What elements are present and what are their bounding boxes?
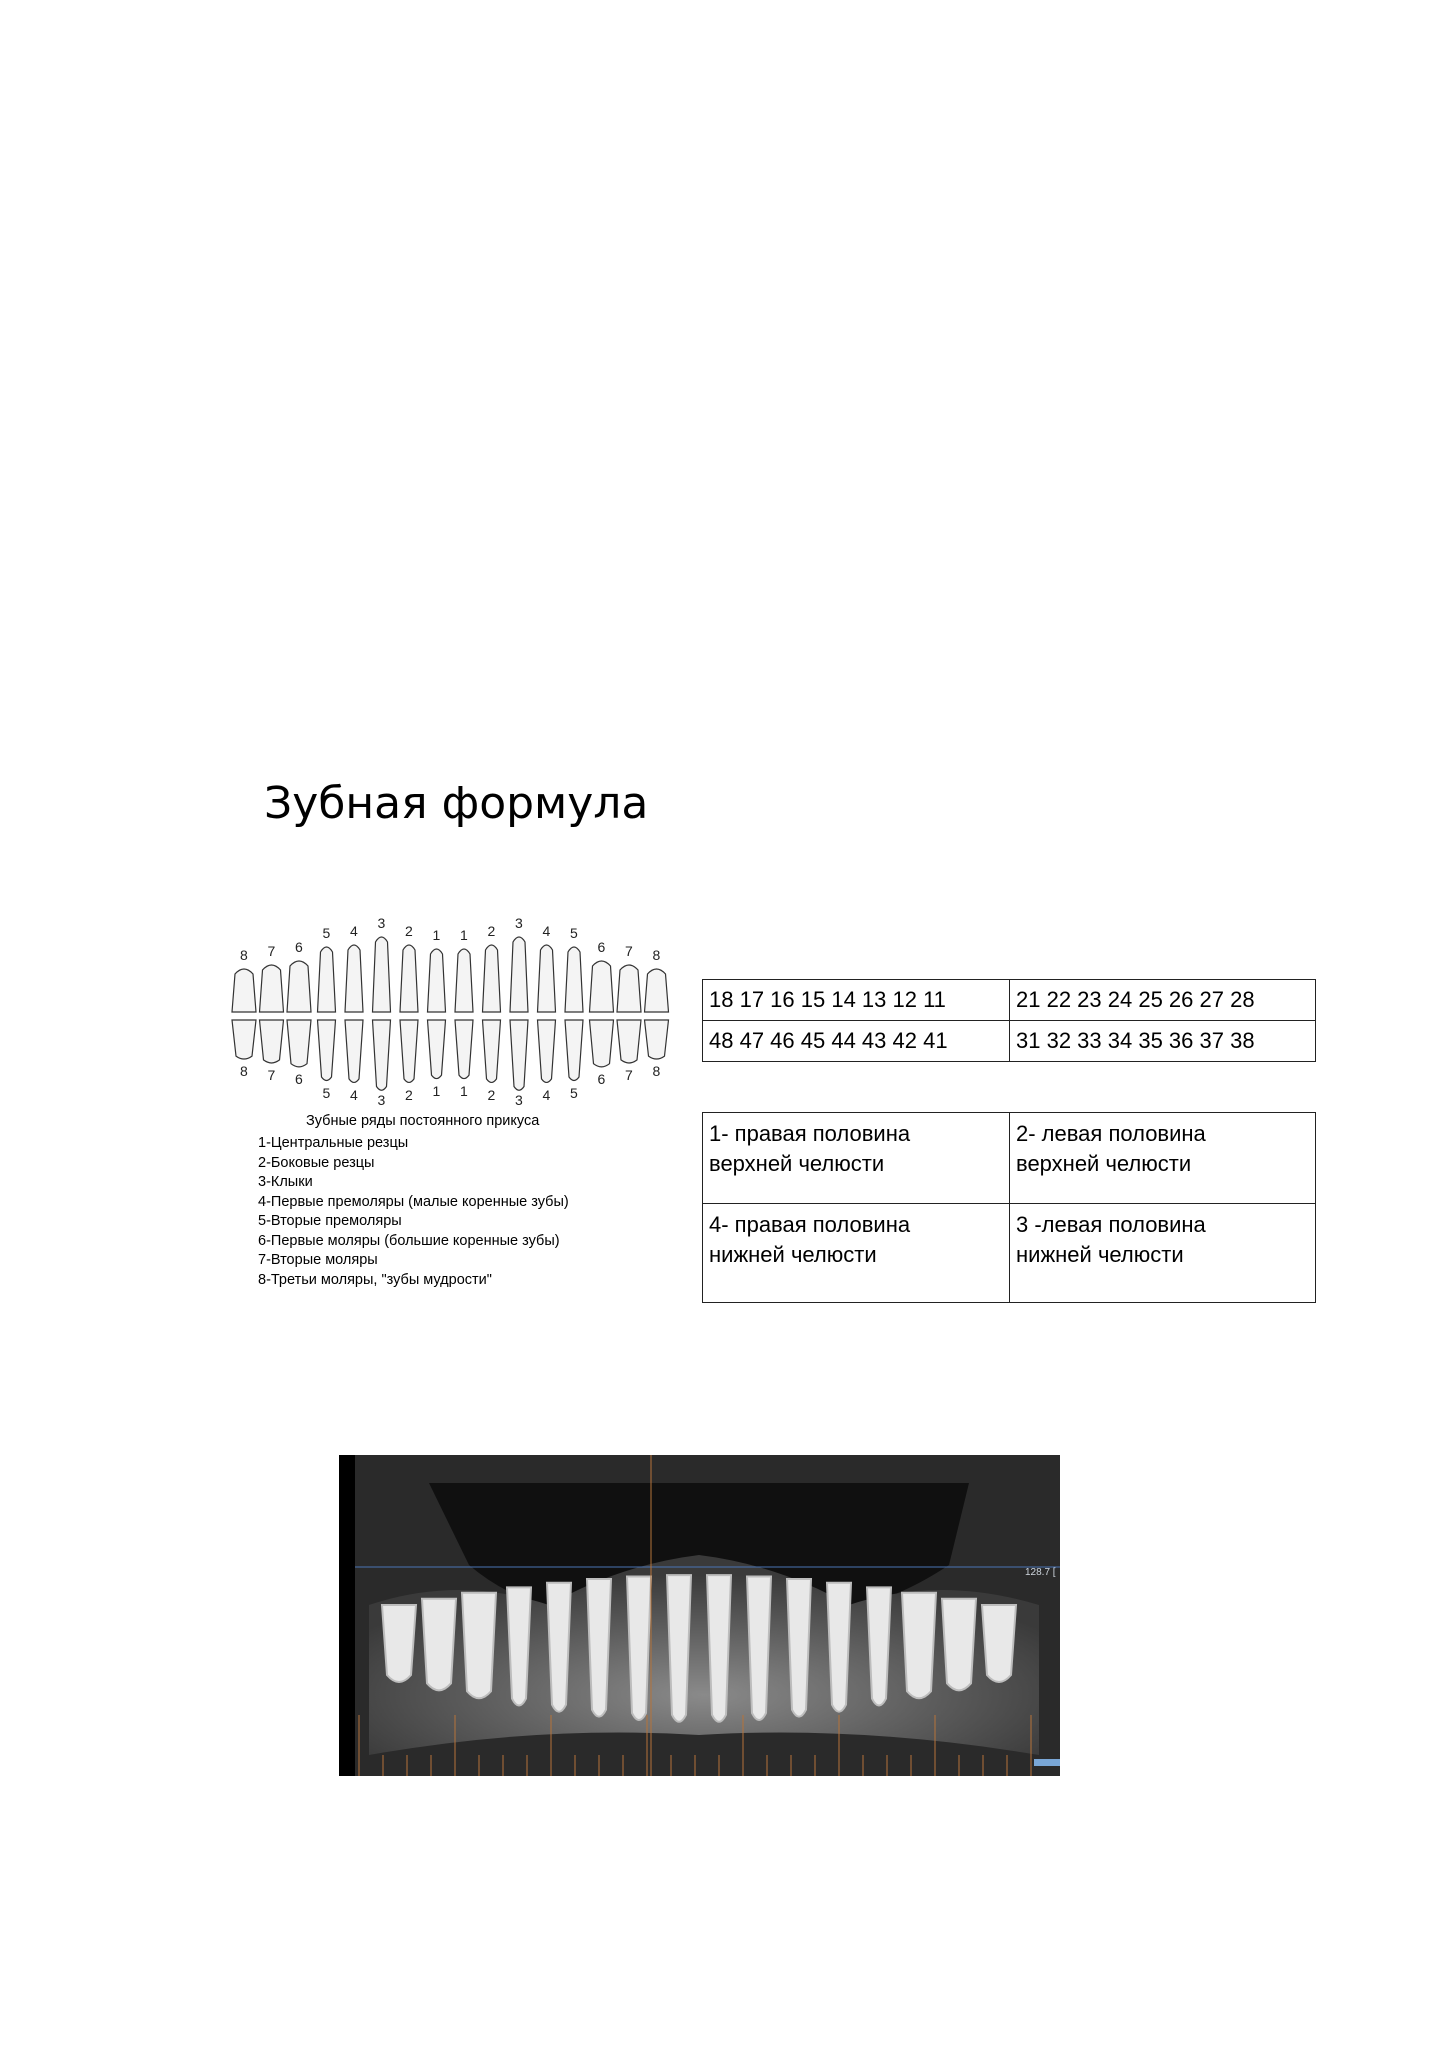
table-row: [703, 1021, 1316, 1062]
lower-tooth-shape: [617, 1020, 641, 1063]
ct-tooth: [667, 1575, 691, 1722]
teeth-diagram: [222, 900, 682, 1310]
lower-tooth-shape: [232, 1020, 256, 1059]
upper-tooth-number: 8: [652, 947, 661, 963]
upper-tooth-number: 7: [625, 943, 633, 959]
upper-tooth-number: 3: [515, 915, 523, 931]
lower-tooth-number: 8: [240, 1063, 248, 1079]
lower-right-teeth: 48 47 46 45 44 43 42 41: [703, 1021, 1010, 1062]
ct-tooth: [902, 1593, 936, 1698]
upper-tooth-shape: [645, 969, 669, 1012]
upper-tooth-number: 7: [267, 943, 276, 959]
ct-tooth: [627, 1576, 651, 1720]
upper-right-teeth: 18 17 16 15 14 13 12 11: [703, 980, 1010, 1021]
teeth-legend: [258, 1134, 569, 1290]
upper-tooth-number: 2: [487, 923, 496, 939]
lower-tooth-shape: [483, 1020, 501, 1082]
lower-tooth-shape: [538, 1020, 556, 1082]
upper-tooth-number: 5: [322, 925, 331, 941]
lower-tooth-number: 6: [295, 1071, 303, 1087]
ct-tooth: [382, 1605, 416, 1682]
lower-tooth-number: 7: [625, 1067, 633, 1083]
lower-tooth-shape: [260, 1020, 284, 1063]
legend-item: 7-Вторые моляры: [258, 1252, 378, 1268]
legend-item: 4-Первые премоляры (малые коренные зубы): [258, 1193, 569, 1210]
upper-tooth-shape: [260, 965, 284, 1012]
upper-tooth-number: 1: [432, 927, 441, 943]
upper-tooth-number: 8: [240, 947, 248, 963]
quadrant-1-cell: [703, 1113, 1010, 1204]
panoramic-ct-image: [339, 1455, 1060, 1776]
quadrant-3-cell: [1010, 1204, 1316, 1303]
upper-tooth-number: 2: [405, 923, 413, 939]
lower-tooth-shape: [590, 1020, 614, 1067]
upper-tooth-number: 4: [350, 923, 358, 939]
legend-item: 5-Вторые премоляры: [258, 1213, 402, 1229]
upper-tooth-shape: [455, 949, 473, 1012]
dental-formula-table: [702, 979, 1316, 1062]
ct-tooth: [982, 1605, 1016, 1682]
lower-tooth-shape: [428, 1020, 446, 1079]
legend-item: 6-Первые моляры (большие коренные зубы): [258, 1232, 560, 1249]
upper-tooth-shape: [232, 969, 256, 1012]
lower-tooth-shape: [345, 1020, 363, 1082]
quadrant-2-cell: [1010, 1113, 1316, 1204]
lower-tooth-shape: [287, 1020, 311, 1067]
lower-tooth-shape: [455, 1020, 473, 1079]
page-title: Зубная формула: [264, 778, 649, 829]
upper-tooth-shape: [483, 945, 501, 1012]
upper-tooth-shape: [400, 945, 418, 1012]
upper-tooth-shape: [538, 945, 556, 1012]
legend-item: 8-Третьи моляры, "зубы мудрости": [258, 1271, 492, 1288]
quadrant-4-line2: нижней челюсти: [709, 1242, 877, 1267]
lower-tooth-number: 3: [377, 1092, 386, 1108]
lower-tooth-number: 2: [487, 1087, 496, 1103]
lower-tooth-number: 3: [515, 1092, 523, 1108]
upper-tooth-shape: [590, 961, 614, 1012]
upper-tooth-number: 6: [295, 939, 303, 955]
table-row: [703, 980, 1316, 1021]
teeth-illustration: [222, 900, 682, 1110]
upper-tooth-shape: [617, 965, 641, 1012]
lower-tooth-shape: [318, 1020, 336, 1081]
ct-tooth: [827, 1583, 851, 1712]
legend-item: 1-Центральные резцы: [258, 1135, 409, 1151]
lower-tooth-number: 7: [267, 1067, 276, 1083]
quadrant-2-line1: 2- левая половина: [1016, 1121, 1206, 1146]
lower-tooth-number: 4: [542, 1087, 551, 1103]
ct-tooth: [787, 1579, 811, 1717]
ct-tooth: [942, 1599, 976, 1691]
upper-tooth-shape: [345, 945, 363, 1012]
table-row: [703, 1113, 1316, 1204]
ct-scan-graphic: [339, 1455, 1060, 1776]
ct-measurement-readout: 128.7 [: [1025, 1567, 1056, 1578]
lower-tooth-shape: [373, 1020, 391, 1090]
upper-tooth-number: 4: [542, 923, 551, 939]
lower-tooth-shape: [565, 1020, 583, 1081]
upper-tooth-shape: [428, 949, 446, 1012]
legend-item: 2-Боковые резцы: [258, 1154, 375, 1171]
lower-tooth-number: 1: [460, 1083, 468, 1099]
upper-tooth-shape: [373, 937, 391, 1012]
upper-left-teeth: 21 22 23 24 25 26 27 28: [1010, 980, 1316, 1021]
upper-tooth-number: 6: [597, 939, 606, 955]
quadrant-4-cell: [703, 1204, 1010, 1303]
ct-tooth: [422, 1599, 456, 1691]
figure-caption: Зубные ряды постоянного прикуса: [306, 1113, 540, 1129]
lower-tooth-shape: [510, 1020, 528, 1090]
ct-tooth: [867, 1587, 891, 1705]
quadrant-4-line1: 4- правая половина: [709, 1212, 911, 1237]
lower-tooth-number: 1: [432, 1083, 441, 1099]
quadrant-3-line2: нижней челюсти: [1016, 1242, 1184, 1267]
lower-tooth-number: 4: [350, 1087, 358, 1103]
upper-tooth-number: 1: [460, 927, 468, 943]
jaw-quadrants-table: [702, 1112, 1316, 1303]
quadrant-3-line1: 3 -левая половина: [1016, 1212, 1206, 1237]
upper-tooth-shape: [318, 947, 336, 1012]
quadrant-1-line2: верхней челюсти: [709, 1151, 885, 1176]
ct-tooth: [587, 1579, 611, 1717]
upper-tooth-number: 5: [570, 925, 578, 941]
lower-tooth-number: 5: [322, 1085, 331, 1101]
ct-tooth: [747, 1576, 771, 1720]
ct-tooth: [707, 1575, 731, 1722]
upper-tooth-shape: [565, 947, 583, 1012]
lower-tooth-number: 5: [570, 1085, 578, 1101]
lower-tooth-shape: [400, 1020, 418, 1082]
upper-tooth-shape: [510, 937, 528, 1012]
ct-tooth: [547, 1583, 571, 1712]
table-row: [703, 1204, 1316, 1303]
lower-tooth-number: 8: [652, 1063, 661, 1079]
ct-tooth: [462, 1593, 496, 1698]
lower-left-teeth: 31 32 33 34 35 36 37 38: [1010, 1021, 1316, 1062]
lower-tooth-shape: [645, 1020, 669, 1059]
upper-tooth-number: 3: [377, 915, 386, 931]
ct-tooth: [507, 1587, 531, 1705]
quadrant-2-line2: верхней челюсти: [1016, 1151, 1192, 1176]
lower-tooth-number: 6: [597, 1071, 606, 1087]
legend-item: 3-Клыки: [258, 1174, 313, 1190]
upper-tooth-shape: [287, 961, 311, 1012]
quadrant-1-line1: 1- правая половина: [709, 1121, 911, 1146]
lower-tooth-number: 2: [405, 1087, 413, 1103]
